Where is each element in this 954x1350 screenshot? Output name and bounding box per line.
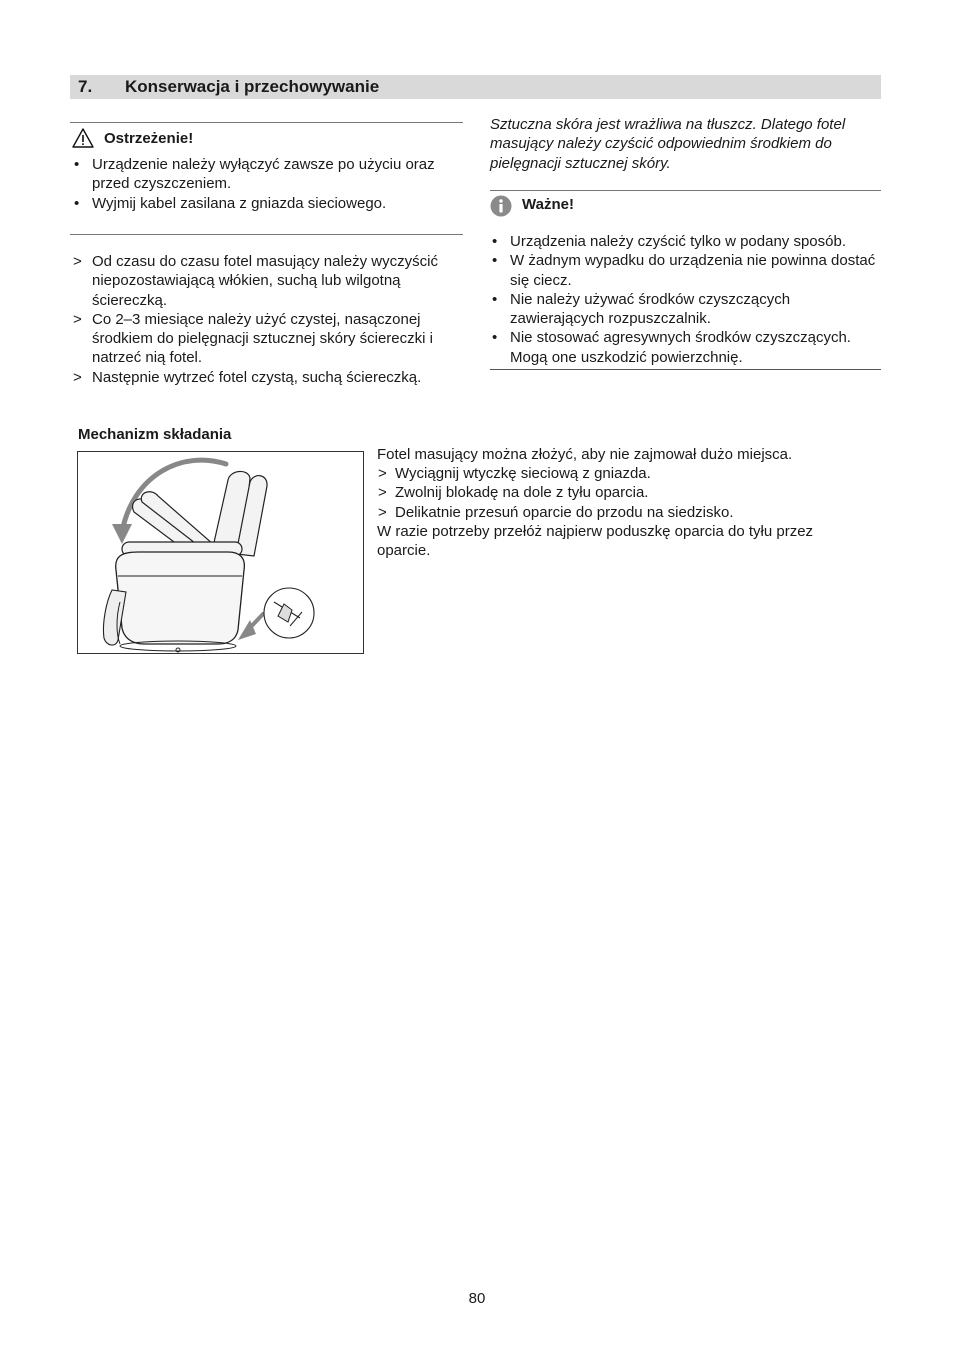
list-item: > Wyciągnij wtyczkę sieciową z gniazda. [377, 464, 857, 483]
list-item: > Następnie wytrzeć fotel czystą, suchą ściereczką. [72, 368, 464, 387]
warning-triangle-icon [72, 128, 94, 148]
list-item: > Zwolnij blokadę na dole z tyłu oparcia. [377, 483, 857, 502]
folding-title: Mechanizm składania [78, 426, 232, 443]
list-item: • W żadnym wypadku do urządzenia nie powinna dostać się ciecz. [490, 251, 885, 290]
list-item: > Delikatnie przesuń oparcie do przodu na siedzisko. [377, 503, 857, 522]
list-item: • Nie stosować agresywnych środków czyszczących. Mogą one uszkodzić powierzchnię. [490, 328, 885, 367]
warning-top-rule [70, 122, 463, 123]
folding-outro: W razie potrzeby przełóż najpierw poduszkę oparcia do tyłu przez oparcie. [377, 523, 814, 560]
list-item: • Wyjmij kabel zasilana z gniazda sieciowego. [72, 194, 467, 213]
important-top-rule [490, 190, 881, 191]
list-item: > Od czasu do czasu fotel masujący należy wyczyścić niepozostawiającą włókien, suchą lub wilgotną ściereczką. [72, 252, 464, 310]
folding-illustration [77, 451, 364, 654]
section-title: Konserwacja i przechowywanie [125, 77, 380, 96]
leather-note: Sztuczna skóra jest wrażliwa na tłuszcz. Dlatego fotel masujący należy czyścić odpowiednim środkiem do pielęgnacji sztucznej skóry. [490, 116, 846, 172]
section-number: 7. [78, 77, 93, 96]
page-number: 80 [468, 1290, 486, 1307]
warning-title: Ostrzeżenie! [104, 130, 194, 147]
folding-chair-drawing [78, 452, 363, 653]
steps-top-rule [70, 234, 463, 235]
important-bottom-rule [490, 369, 881, 370]
important-title: Ważne! [522, 196, 574, 213]
list-item: • Urządzenie należy wyłączyć zawsze po użyciu oraz przed czyszczeniem. [72, 155, 467, 194]
cleaning-steps [72, 252, 464, 387]
folding-steps [377, 464, 857, 522]
list-item: > Co 2–3 miesiące należy użyć czystej, nasączonej środkiem do pielęgnacji sztucznej skóry ściereczki i natrzeć nią fotel. [72, 310, 464, 368]
important-list [490, 232, 885, 367]
info-icon [490, 195, 512, 217]
list-item: • Nie należy używać środków czyszczących zawierających rozpuszczalnik. [490, 290, 885, 329]
folding-intro: Fotel masujący można złożyć, aby nie zajmował dużo miejsca. [377, 446, 793, 463]
section-heading [70, 75, 881, 99]
warning-list [72, 155, 467, 213]
list-item: • Urządzenia należy czyścić tylko w podany sposób. [490, 232, 885, 251]
